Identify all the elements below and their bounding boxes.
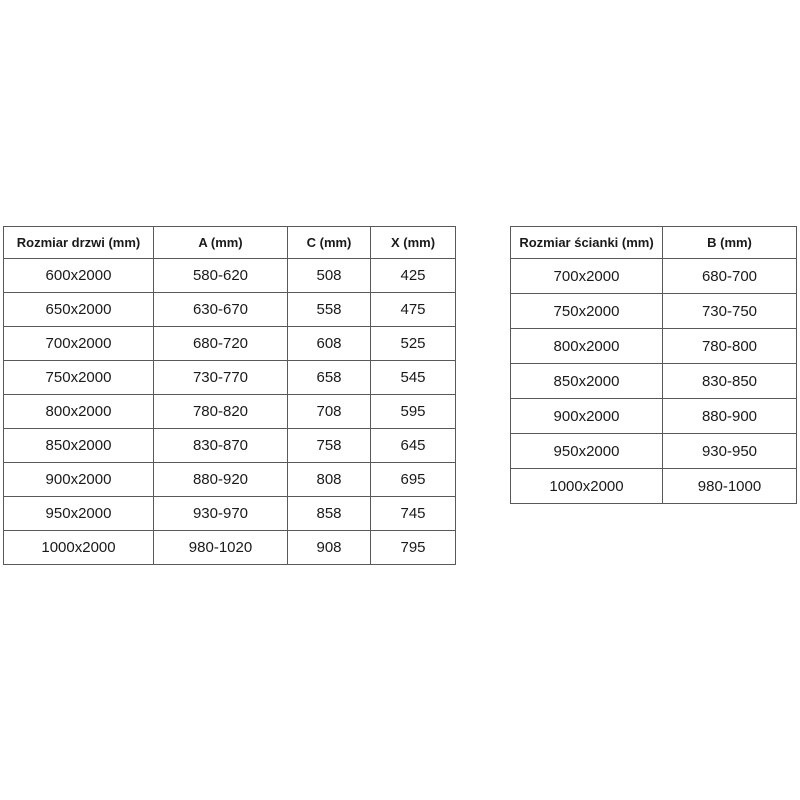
table-cell: 700x2000 xyxy=(4,327,154,361)
table-cell: 608 xyxy=(288,327,371,361)
table-cell: 850x2000 xyxy=(4,429,154,463)
door-size-table xyxy=(3,226,456,565)
table-cell: 950x2000 xyxy=(4,497,154,531)
header-row xyxy=(4,227,456,259)
table-cell: 880-900 xyxy=(663,399,797,434)
table-cell: 695 xyxy=(371,463,456,497)
table-cell: 425 xyxy=(371,259,456,293)
table-cell: 750x2000 xyxy=(4,361,154,395)
table-cell: 980-1000 xyxy=(663,469,797,504)
column-header: Rozmiar ścianki (mm) xyxy=(511,227,663,259)
table-cell: 800x2000 xyxy=(511,329,663,364)
table-cell: 525 xyxy=(371,327,456,361)
table-cell: 708 xyxy=(288,395,371,429)
table-cell: 580-620 xyxy=(154,259,288,293)
table-row xyxy=(4,497,456,531)
table-cell: 745 xyxy=(371,497,456,531)
table-row xyxy=(511,259,797,294)
table-cell: 595 xyxy=(371,395,456,429)
table-cell: 850x2000 xyxy=(511,364,663,399)
table-cell: 680-720 xyxy=(154,327,288,361)
table-cell: 750x2000 xyxy=(511,294,663,329)
column-header: A (mm) xyxy=(154,227,288,259)
table-cell: 558 xyxy=(288,293,371,327)
column-header: X (mm) xyxy=(371,227,456,259)
table-cell: 545 xyxy=(371,361,456,395)
table-cell: 900x2000 xyxy=(4,463,154,497)
table-cell: 730-770 xyxy=(154,361,288,395)
table-cell: 950x2000 xyxy=(511,434,663,469)
table-row xyxy=(511,364,797,399)
table-row xyxy=(4,531,456,565)
table-cell: 800x2000 xyxy=(4,395,154,429)
table-row xyxy=(4,293,456,327)
table-cell: 700x2000 xyxy=(511,259,663,294)
table-cell: 930-950 xyxy=(663,434,797,469)
column-header: Rozmiar drzwi (mm) xyxy=(4,227,154,259)
table-cell: 908 xyxy=(288,531,371,565)
table-row xyxy=(511,434,797,469)
table-cell: 508 xyxy=(288,259,371,293)
table-row xyxy=(4,259,456,293)
table-cell: 658 xyxy=(288,361,371,395)
table-cell: 475 xyxy=(371,293,456,327)
table-row xyxy=(511,329,797,364)
table-cell: 830-850 xyxy=(663,364,797,399)
table-cell: 630-670 xyxy=(154,293,288,327)
table-cell: 858 xyxy=(288,497,371,531)
table-cell: 930-970 xyxy=(154,497,288,531)
table-row xyxy=(4,361,456,395)
table-cell: 680-700 xyxy=(663,259,797,294)
wall-size-table xyxy=(510,226,797,504)
table-row xyxy=(4,463,456,497)
table-row xyxy=(4,395,456,429)
table-row xyxy=(511,399,797,434)
table-row xyxy=(4,429,456,463)
table-cell: 780-800 xyxy=(663,329,797,364)
column-header: C (mm) xyxy=(288,227,371,259)
table-row xyxy=(511,294,797,329)
table-cell: 900x2000 xyxy=(511,399,663,434)
table-cell: 795 xyxy=(371,531,456,565)
header-row xyxy=(511,227,797,259)
table-cell: 758 xyxy=(288,429,371,463)
table-cell: 780-820 xyxy=(154,395,288,429)
table-cell: 645 xyxy=(371,429,456,463)
table-cell: 980-1020 xyxy=(154,531,288,565)
table-row xyxy=(4,327,456,361)
table-row xyxy=(511,469,797,504)
column-header: B (mm) xyxy=(663,227,797,259)
table-cell: 880-920 xyxy=(154,463,288,497)
table-cell: 1000x2000 xyxy=(4,531,154,565)
table-cell: 600x2000 xyxy=(4,259,154,293)
table-cell: 650x2000 xyxy=(4,293,154,327)
table-cell: 730-750 xyxy=(663,294,797,329)
table-cell: 808 xyxy=(288,463,371,497)
table-cell: 1000x2000 xyxy=(511,469,663,504)
table-cell: 830-870 xyxy=(154,429,288,463)
